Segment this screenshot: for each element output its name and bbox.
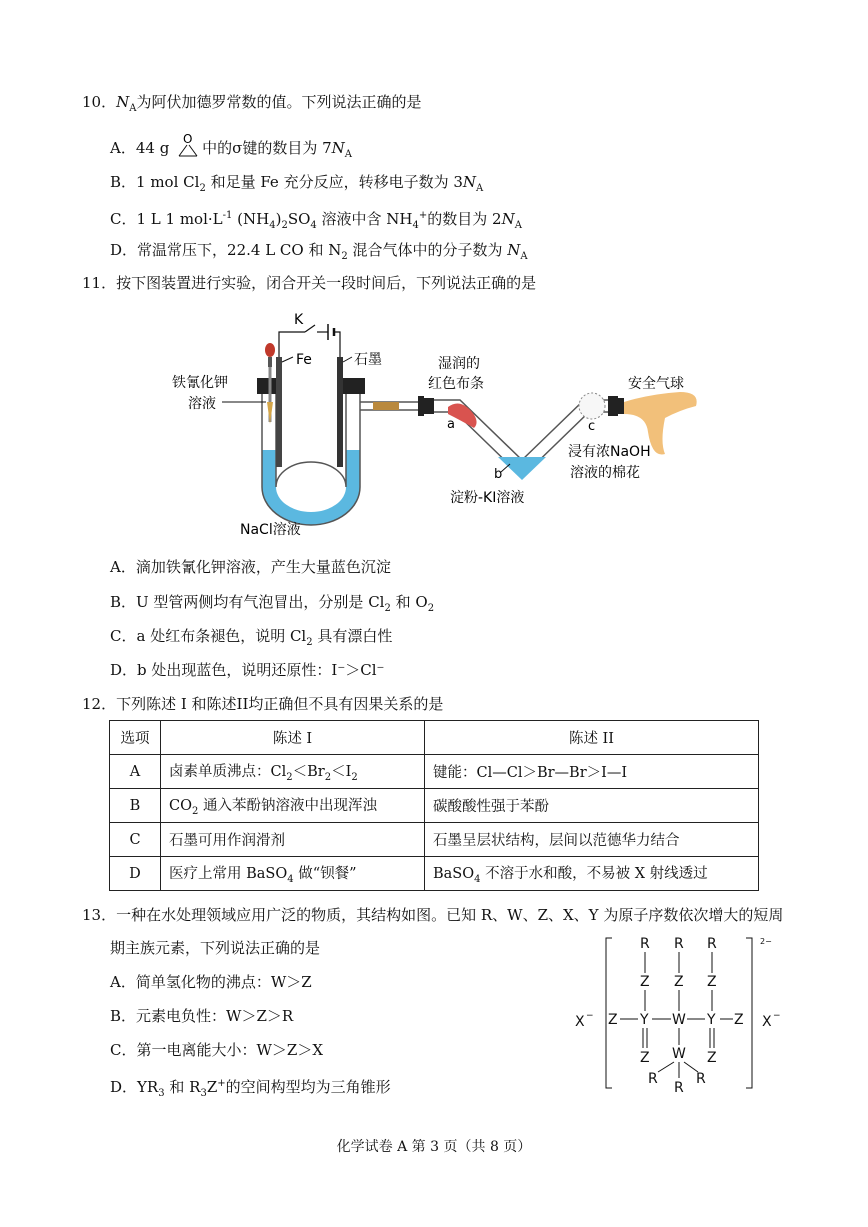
svg-text:2−: 2− xyxy=(760,937,772,946)
cloth-label-line2: 红色布条 xyxy=(428,376,484,392)
svg-text:−: − xyxy=(773,1011,781,1021)
q13-stem-line2: 期主族元素，下列说法正确的是 xyxy=(110,939,321,957)
q10-option-c: C．1 L 1 $mol\cdot L^{-1}$ $(NH_4)_2SO_4$ 溶液中含 $NH_4^+$的数目为 $2N_A$ xyxy=(110,210,522,231)
svg-text:Z: Z xyxy=(640,974,650,990)
svg-text:W: W xyxy=(672,1012,686,1028)
q11-option-c: C．a 处红布条褪色，说明 $Cl_2$ 具有漂白性 xyxy=(110,627,393,648)
switch-label: K xyxy=(294,312,304,328)
q13-option-d: D．$YR_3$ 和 $R_3Z^+$的空间构型均为三角锥形 xyxy=(110,1078,391,1099)
q11-option-a: A．滴加铁氰化钾溶液，产生大量蓝色沉淀 xyxy=(110,558,391,576)
svg-text:Z: Z xyxy=(674,974,684,990)
table-header-cell: 陈述 II xyxy=(425,721,759,755)
fe-label: Fe xyxy=(296,352,312,368)
svg-text:Z: Z xyxy=(608,1012,618,1028)
q12-stem: 12．下列陈述 I 和陈述II均正确但不具有因果关系的是 xyxy=(82,695,444,713)
svg-text:R: R xyxy=(674,1080,684,1096)
table-cell: 医疗上常用 BaSO$_4$ 做“钡餐” xyxy=(161,857,425,891)
table-row xyxy=(110,857,759,891)
q13-option-a: A．简单氢化物的沸点：W＞Z xyxy=(110,973,312,991)
table-cell: 碳酸酸性强于苯酚 xyxy=(425,789,759,823)
reagent-label-line2: 溶液 xyxy=(188,396,216,412)
table-cell: 卤素单质沸点：$Cl_2<Br_2<I_2$ xyxy=(161,755,425,789)
q11-stem: 11．按下图装置进行实验，闭合开关一段时间后，下列说法正确的是 xyxy=(82,274,537,292)
cloth-label-line1: 湿润的 xyxy=(438,356,480,372)
q13-structure-diagram xyxy=(570,930,800,1100)
svg-text:−: − xyxy=(586,1011,594,1021)
q12-table xyxy=(109,720,759,891)
q13-option-c: C．第一电离能大小：W＞Z＞X xyxy=(110,1041,323,1059)
table-cell: BaSO$_4$ 不溶于水和酸，不易被 X 射线透过 xyxy=(425,857,759,891)
svg-text:R: R xyxy=(640,936,650,952)
svg-text:R: R xyxy=(707,936,717,952)
label-b: b xyxy=(494,467,503,482)
svg-text:Y: Y xyxy=(707,1012,716,1028)
table-cell: A xyxy=(110,755,161,789)
svg-text:Y: Y xyxy=(640,1012,649,1028)
svg-text:Z: Z xyxy=(640,1050,650,1066)
page-footer: 化学试卷 A 第 3 页（共 8 页） xyxy=(336,1139,532,1155)
svg-text:Z: Z xyxy=(734,1012,744,1028)
cotton-label-line1: 浸有浓NaOH xyxy=(568,444,651,460)
q13-option-b: B．元素电负性：W＞Z＞R xyxy=(110,1007,294,1025)
table-cell: $CO_2$ 通入苯酚钠溶液中出现浑浊 xyxy=(161,789,425,823)
label-a: a xyxy=(447,417,455,432)
starch-label: 淀粉-KI溶液 xyxy=(450,490,525,506)
q10-option-d: D．常温常压下，22.4 L CO 和 $N_2$ 混合气体中的分子数为 $N_A$ xyxy=(110,241,528,262)
q11-option-b: B．U 型管两侧均有气泡冒出，分别是 $Cl_2$ 和 $O_2$ xyxy=(110,593,435,614)
cotton-label-line2: 溶液的棉花 xyxy=(570,465,640,481)
table-header-row xyxy=(110,721,759,755)
q13-stem-line1: 13．一种在水处理领域应用广泛的物质，其结构如图。已知 R、W、Z、X、Y 为原子序数依次增大的短周 xyxy=(82,906,784,924)
svg-text:R: R xyxy=(674,936,684,952)
q10-stem: 10．$N_A$为阿伏加德罗常数的值。下列说法正确的是 xyxy=(82,93,422,114)
svg-text:X: X xyxy=(575,1014,585,1030)
table-cell: D xyxy=(110,857,161,891)
table-row xyxy=(110,755,759,789)
table-row xyxy=(110,823,759,857)
q10-option-a-prefix: A．44 g xyxy=(110,139,170,157)
balloon-label: 安全气球 xyxy=(628,376,684,392)
nacl-label: NaCl溶液 xyxy=(240,522,301,538)
ethylene-oxide-structure xyxy=(174,133,202,159)
svg-text:R: R xyxy=(648,1071,658,1087)
reagent-label-line1: 铁氰化钾 xyxy=(172,375,228,391)
table-cell: 石墨呈层状结构，层间以范德华力结合 xyxy=(425,823,759,857)
svg-text:O: O xyxy=(183,133,193,146)
electrolysis-apparatus-diagram xyxy=(160,302,720,542)
q10-option-a: A．44 g O 中的σ键的数目为 $7N_A$ xyxy=(110,133,352,160)
table-row xyxy=(110,789,759,823)
svg-text:R: R xyxy=(696,1071,706,1087)
table-cell: 石墨可用作润滑剂 xyxy=(161,823,425,857)
q11-option-d: D．b 处出现蓝色，说明还原性：I⁻＞Cl⁻ xyxy=(110,661,385,679)
table-header-cell: 选项 xyxy=(110,721,161,755)
svg-text:Z: Z xyxy=(707,974,717,990)
graphite-label: 石墨 xyxy=(354,352,382,368)
table-header-cell: 陈述 I xyxy=(161,721,425,755)
label-c: c xyxy=(588,419,596,434)
q10-option-b: B．1 mol $Cl_2$ 和足量 Fe 充分反应，转移电子数为 $3N_A$ xyxy=(110,173,484,194)
svg-text:Z: Z xyxy=(707,1050,717,1066)
table-cell: 键能：Cl—Cl＞Br—Br＞I—I xyxy=(425,755,759,789)
svg-text:W: W xyxy=(672,1046,686,1062)
svg-text:X: X xyxy=(762,1014,772,1030)
table-cell: C xyxy=(110,823,161,857)
table-cell: B xyxy=(110,789,161,823)
